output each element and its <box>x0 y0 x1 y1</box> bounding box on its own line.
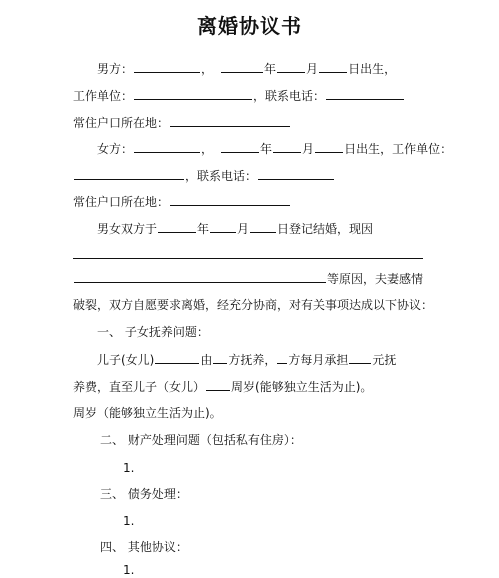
blank-male-phone[interactable] <box>326 87 404 100</box>
item-number: 1. <box>123 514 135 528</box>
section-other <box>100 539 188 555</box>
line-child-support <box>73 378 372 395</box>
blank-child-name[interactable] <box>155 351 199 364</box>
label-monthly: 方每月承担 <box>288 353 349 367</box>
label-support-until: 养费，直至儿子（女儿） <box>73 380 206 394</box>
label-breakdown: 破裂，双方自愿要求离婚，经充分协商，对有关事项达成以下协议： <box>73 298 434 312</box>
line-reason <box>73 270 423 287</box>
blank-female-birth-day[interactable] <box>315 140 343 153</box>
blank-marriage-day[interactable] <box>250 220 276 233</box>
label-married-suffix: 日登记结婚，现因 <box>277 222 374 236</box>
label-male: 男方： <box>97 62 134 76</box>
label-born-work: 日出生，工作单位： <box>344 142 453 156</box>
label-reason-suffix: 等原因，夫妻感情 <box>327 272 424 286</box>
label-comma: ， <box>201 62 214 76</box>
blank-divorce-reason-line1[interactable] <box>73 258 423 259</box>
label-raise: 方抚养， <box>228 353 277 367</box>
label-phone: ，联系电话： <box>185 169 258 183</box>
label-support-age: 周岁(能够独立生活为止)。 <box>231 380 373 394</box>
label-year: 年 <box>260 142 273 156</box>
line-child-custody <box>97 351 396 368</box>
label-yuan: 元抚 <box>372 353 397 367</box>
label-female: 女方： <box>97 142 134 156</box>
blank-monthly-amount[interactable] <box>349 351 371 364</box>
line-male-info <box>97 60 396 77</box>
blank-male-birth-month[interactable] <box>277 60 305 73</box>
label-married-prefix: 男女双方于 <box>97 222 158 236</box>
label-month: 月 <box>302 142 315 156</box>
line-female-info <box>97 140 452 157</box>
heading-property: 二、 财产处理问题（包括私有住房）： <box>100 433 302 447</box>
label-work-unit: 工作单位： <box>73 89 134 103</box>
label-month: 月 <box>237 222 250 236</box>
line-female-work <box>73 167 335 184</box>
document-title: 离婚协议书 <box>197 14 302 38</box>
heading-debt: 三、 债务处理： <box>100 487 188 501</box>
property-item-1 <box>123 460 134 476</box>
blank-male-hukou[interactable] <box>170 114 290 127</box>
blank-female-hukou[interactable] <box>170 193 290 206</box>
blank-marriage-month[interactable] <box>210 220 236 233</box>
label-child: 儿子(女儿) <box>97 353 155 367</box>
section-child-custody <box>97 324 209 340</box>
blank-divorce-reason-line2[interactable] <box>74 270 326 283</box>
debt-item-1 <box>123 513 134 529</box>
item-number: 1. <box>123 461 135 475</box>
line-male-work <box>73 87 405 104</box>
section-debt <box>100 486 188 502</box>
blank-support-age[interactable] <box>206 378 230 391</box>
blank-marriage-year[interactable] <box>158 220 196 233</box>
section-property <box>100 432 302 448</box>
line-male-hukou <box>73 114 291 131</box>
line-support-age <box>73 405 222 421</box>
blank-female-birth-month[interactable] <box>273 140 301 153</box>
heading-child-custody: 一、 子女抚养问题： <box>97 325 209 339</box>
blank-female-name[interactable] <box>134 140 200 153</box>
line-female-hukou <box>73 193 291 210</box>
blank-female-birth-year[interactable] <box>221 140 259 153</box>
label-support-age-2: 周岁（能够独立生活为止)。 <box>73 406 222 420</box>
blank-male-name[interactable] <box>134 60 200 73</box>
line-marriage-date <box>97 220 373 237</box>
label-month: 月 <box>306 62 319 76</box>
blank-female-phone[interactable] <box>258 167 334 180</box>
label-comma: ， <box>201 142 214 156</box>
item-number: 1. <box>123 563 135 577</box>
blank-paying-party[interactable] <box>277 351 287 364</box>
blank-male-birth-year[interactable] <box>221 60 263 73</box>
blank-male-birth-day[interactable] <box>319 60 347 73</box>
label-born: 日出生， <box>348 62 397 76</box>
label-by: 由 <box>200 353 213 367</box>
label-hukou: 常住户口所在地： <box>73 195 170 209</box>
label-year: 年 <box>264 62 277 76</box>
heading-other: 四、 其他协议： <box>100 540 188 554</box>
blank-custody-party[interactable] <box>213 351 227 364</box>
blank-male-work-unit[interactable] <box>134 87 252 100</box>
label-hukou: 常住户口所在地： <box>73 116 170 130</box>
blank-female-work-unit[interactable] <box>74 167 184 180</box>
line-breakdown <box>73 297 433 313</box>
label-phone: ，联系电话： <box>253 89 326 103</box>
label-year: 年 <box>197 222 210 236</box>
